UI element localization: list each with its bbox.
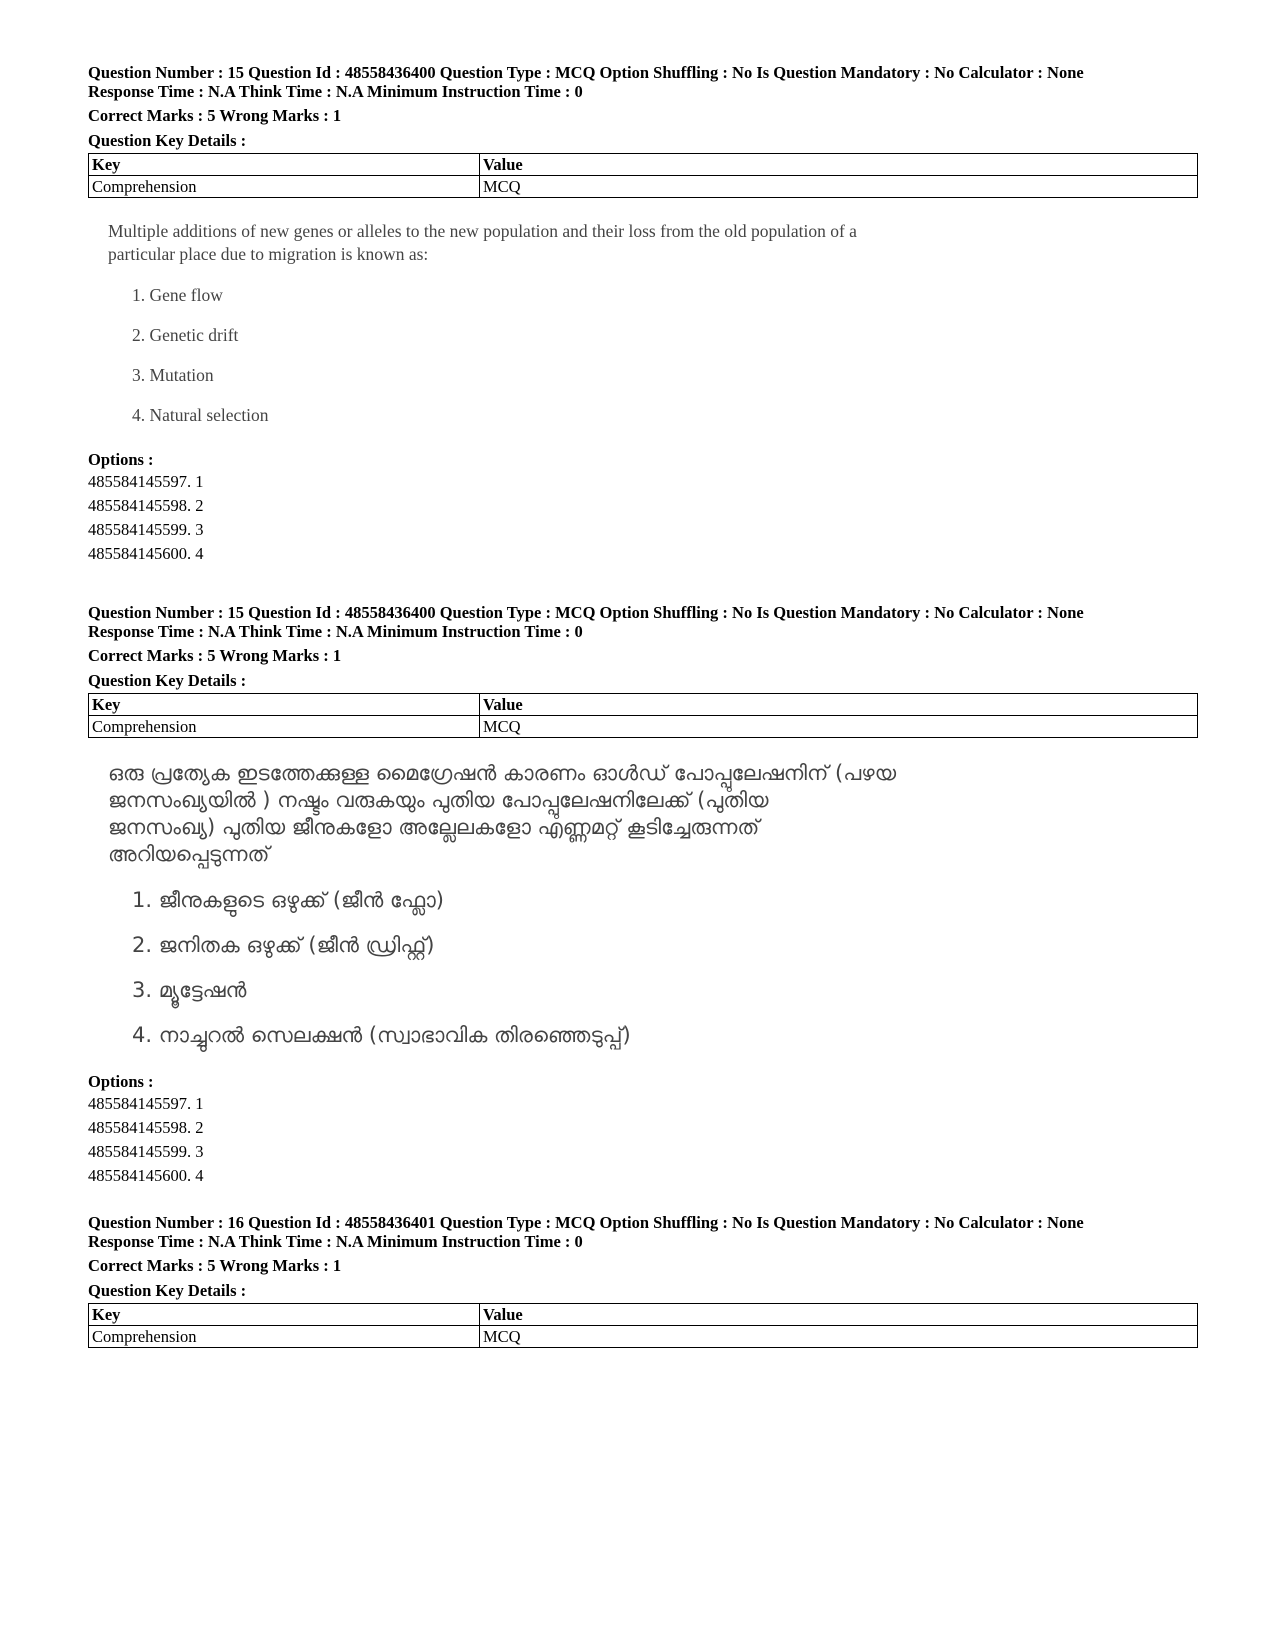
table-cell-value: MCQ — [480, 1326, 1198, 1348]
marks-line: Correct Marks : 5 Wrong Marks : 1 — [88, 106, 342, 125]
question-content — [108, 220, 1198, 426]
question-block — [88, 1213, 1198, 1348]
choice-item: 4. നാച്ചുറൽ സെലക്ഷൻ (സ്വാഭാവിക തിരഞ്ഞെടുപ്പ്) — [132, 1023, 631, 1047]
stem-line: Multiple additions of new genes or alleles to the new population and their loss from the old population of a — [108, 221, 857, 241]
meta-line-2: Response Time : N.A Think Time : N.A Minimum Instruction Time : 0 — [88, 622, 583, 641]
table-header-row — [89, 694, 1198, 716]
table-header-key: Key — [89, 694, 480, 716]
table-cell-value: MCQ — [480, 716, 1198, 738]
key-details-table — [88, 1303, 1198, 1348]
table-header-key: Key — [89, 1304, 480, 1326]
option-id-line: 485584145597. 1 — [88, 1094, 204, 1113]
option-id-line: 485584145597. 1 — [88, 472, 204, 491]
question-meta — [88, 1213, 1198, 1251]
option-id-line: 485584145598. 2 — [88, 496, 204, 515]
marks-line: Correct Marks : 5 Wrong Marks : 1 — [88, 646, 342, 665]
choice-item: 1. Gene flow — [132, 285, 223, 305]
option-id-line: 485584145599. 3 — [88, 520, 204, 539]
choice-item: 1. ജീനുകളുടെ ഒഴുക്ക് (ജീൻ ഫ്ലോ) — [132, 888, 444, 912]
table-header-value: Value — [480, 154, 1198, 176]
question-stem — [108, 220, 1198, 266]
option-id-line: 485584145600. 4 — [88, 1166, 204, 1185]
stem-line: അറിയപ്പെടുന്നത് — [108, 842, 270, 866]
table-cell-key: Comprehension — [89, 176, 480, 198]
table-header-row — [89, 1304, 1198, 1326]
choice-item: 3. Mutation — [132, 365, 214, 385]
question-block — [88, 603, 1198, 1188]
key-details-table — [88, 693, 1198, 738]
stem-line: ജനസംഖ്യയിൽ ) നഷ്ടം വരുകയും പുതിയ പോപ്പുലേഷനിലേക്ക് (പുതിയ — [108, 788, 769, 812]
option-id-line: 485584145599. 3 — [88, 1142, 204, 1161]
choice-item: 4. Natural selection — [132, 405, 269, 425]
key-details-label: Question Key Details : — [88, 671, 247, 690]
options-label: Options : — [88, 450, 154, 469]
option-id-line: 485584145600. 4 — [88, 544, 204, 563]
choice-item: 3. മ്യൂട്ടേഷൻ — [132, 978, 247, 1002]
stem-line: particular place due to migration is known as: — [108, 244, 429, 264]
table-cell-value: MCQ — [480, 176, 1198, 198]
options-label: Options : — [88, 1072, 154, 1091]
table-header-value: Value — [480, 694, 1198, 716]
question-content — [108, 760, 1198, 1048]
table-row — [89, 716, 1198, 738]
meta-line-1: Question Number : 15 Question Id : 48558436400 Question Type : MCQ Option Shuffling : No Is Question Mandatory : No Calculator : None — [88, 603, 1084, 622]
question-stem — [108, 760, 1198, 868]
meta-line-1: Question Number : 16 Question Id : 48558436401 Question Type : MCQ Option Shuffling : No Is Question Mandatory : No Calculator : None — [88, 1213, 1084, 1232]
table-header-value: Value — [480, 1304, 1198, 1326]
choice-item: 2. ജനിതക ഒഴുക്ക് (ജീൻ ഡ്രിഫ്റ്റ്) — [132, 933, 435, 957]
question-meta — [88, 63, 1198, 101]
table-cell-key: Comprehension — [89, 1326, 480, 1348]
stem-line: ജനസംഖ്യ) പുതിയ ജീനുകളോ അല്ലേലകളോ എണ്ണമറ്റ് കൂടിച്ചേരുന്നത് — [108, 815, 760, 839]
choice-item: 2. Genetic drift — [132, 325, 239, 345]
meta-line-1: Question Number : 15 Question Id : 48558436400 Question Type : MCQ Option Shuffling : No Is Question Mandatory : No Calculator : None — [88, 63, 1084, 82]
table-header-row — [89, 154, 1198, 176]
meta-line-2: Response Time : N.A Think Time : N.A Minimum Instruction Time : 0 — [88, 82, 583, 101]
question-meta — [88, 603, 1198, 641]
stem-line: ഒരു പ്രത്യേക ഇടത്തേക്കുള്ള മൈഗ്രേഷൻ കാരണം ഓൾഡ് പോപ്പുലേഷനിന് (പഴയ — [108, 761, 897, 785]
key-details-label: Question Key Details : — [88, 131, 247, 150]
question-block — [88, 63, 1198, 566]
key-details-table — [88, 153, 1198, 198]
marks-line: Correct Marks : 5 Wrong Marks : 1 — [88, 1256, 342, 1275]
table-row — [89, 1326, 1198, 1348]
table-row — [89, 176, 1198, 198]
table-header-key: Key — [89, 154, 480, 176]
meta-line-2: Response Time : N.A Think Time : N.A Minimum Instruction Time : 0 — [88, 1232, 583, 1251]
option-id-line: 485584145598. 2 — [88, 1118, 204, 1137]
table-cell-key: Comprehension — [89, 716, 480, 738]
key-details-label: Question Key Details : — [88, 1281, 247, 1300]
